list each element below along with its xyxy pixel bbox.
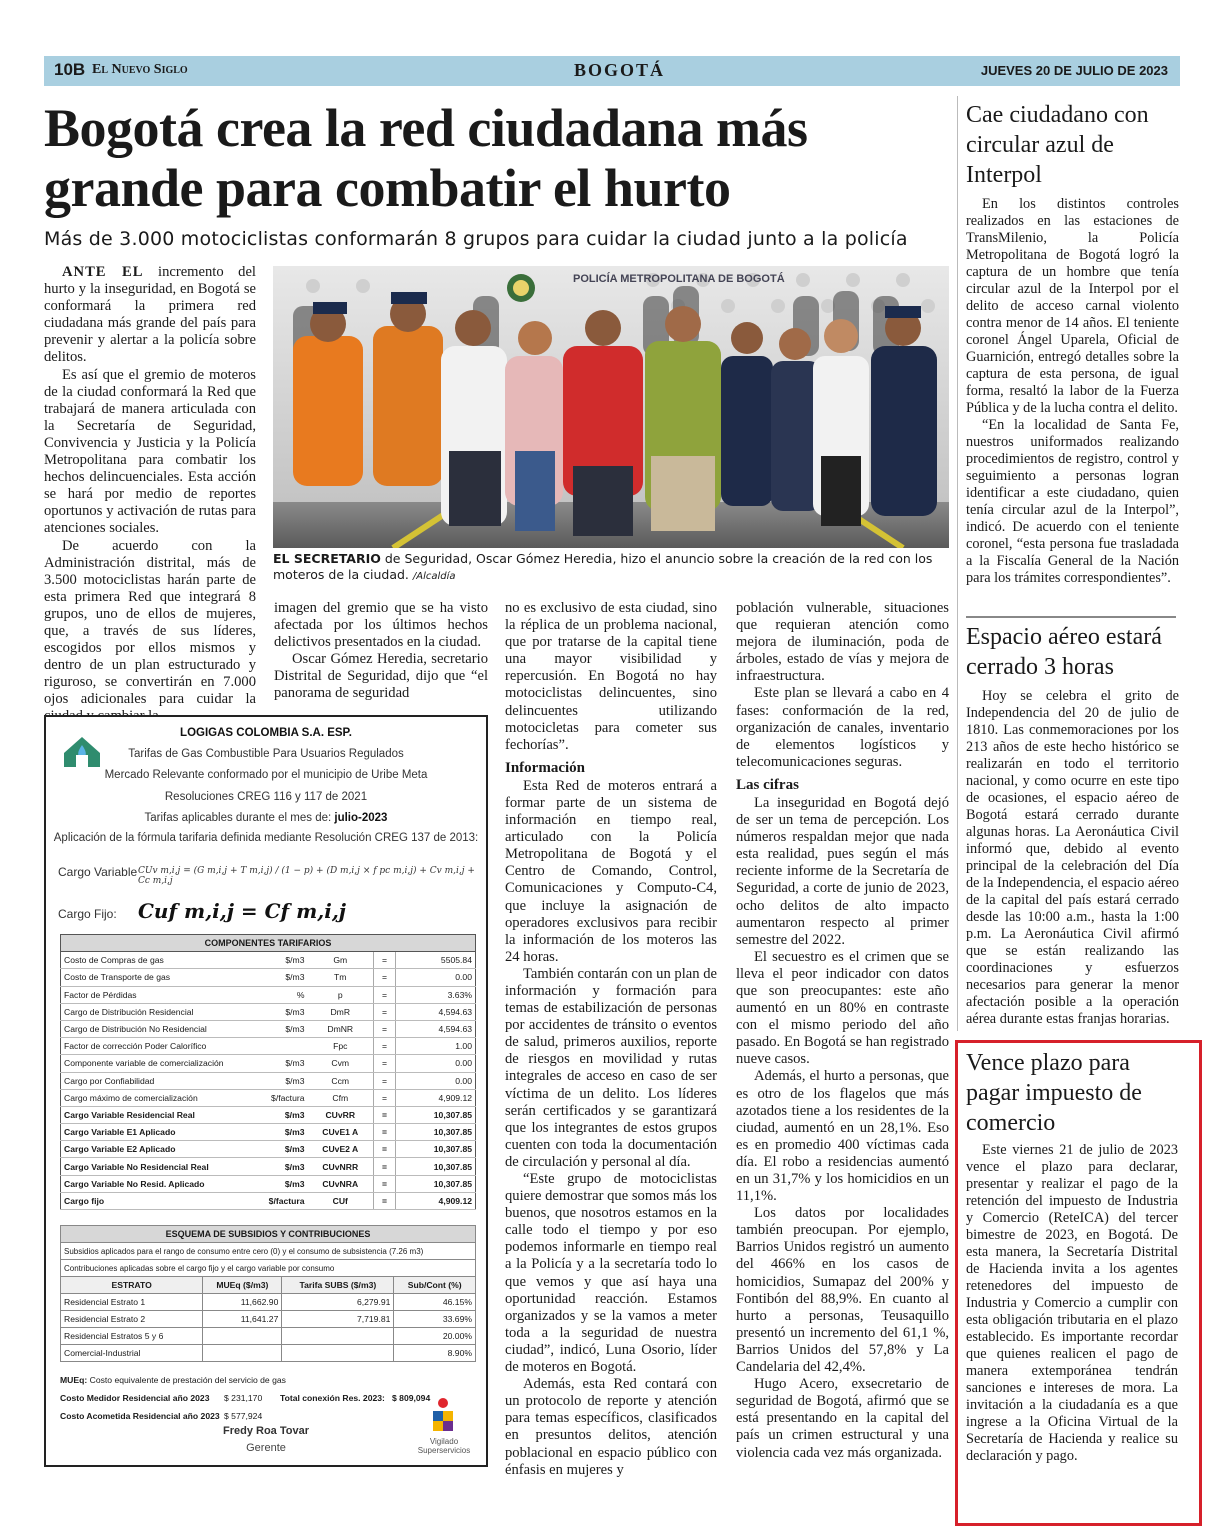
page-header-bar [44, 56, 1180, 86]
table-cell: Cargo de Distribución No Residencial [61, 1020, 252, 1037]
table-cell: % [252, 986, 308, 1003]
table-cell: Cargo Variable No Resid. Aplicado [61, 1175, 252, 1192]
table-note: Contribuciones aplicadas sobre el cargo fijo y el cargo variable por consumo [61, 1260, 476, 1277]
ad-line-5: Aplicación de la fórmula tarifaria definida mediante Resolución CREG 137 de 2013: [53, 832, 479, 844]
table-cell: = [374, 1192, 396, 1209]
sidebar-story-impuesto [966, 1142, 1178, 1465]
table-cell: = [374, 1020, 396, 1037]
table-cell: Cargo Variable No Residencial Real [61, 1158, 252, 1175]
table-cell: = [374, 1055, 396, 1072]
table-cell: $/m3 [252, 1175, 308, 1192]
table-title: ESQUEMA DE SUBSIDIOS Y CONTRIBUCIONES [61, 1226, 476, 1243]
article-column-4 [736, 600, 949, 1462]
table-cell [252, 1038, 308, 1055]
table-cell: 20.00% [394, 1328, 476, 1345]
table-cell: 10,307.85 [396, 1106, 476, 1123]
superservicios-seal-icon [430, 1397, 456, 1437]
table-cell: DmNR [308, 1020, 374, 1037]
table-cell: Cargo Variable Residencial Real [61, 1106, 252, 1123]
table-header-cell: Sub/Cont (%) [394, 1277, 476, 1294]
table-cell: p [308, 986, 374, 1003]
ad-company: LOGIGAS COLOMBIA S.A. ESP. [180, 727, 352, 739]
table-cell: DmR [308, 1003, 374, 1020]
table-cell: 7,719.81 [282, 1311, 394, 1328]
table-cell: Cargo máximo de comercialización [61, 1089, 252, 1106]
article-paragraph: También contarán con un plan de información y formación para temas de estabilización de personas por accidentes de tránsito o eventos de salud, primeros auxilios, reporte de riesgos en movilidad y rutas integrales de acceso en caso de ser víctima de un delito. Los líderes serán certificados y se garantizará que los integrantes de estos grupos cuenten con toda la documentación de circulación y personal al día. [505, 965, 717, 1170]
table-row [61, 1328, 476, 1345]
subheading-las-cifras: Las cifras [736, 776, 799, 793]
article-column-3 [505, 600, 717, 1479]
total-conexion-label: Total conexión Res. 2023: [280, 1393, 385, 1403]
article-paragraph: La inseguridad en Bogotá dejó de ser un tema de percepción. Los números respaldan mejor que nada esta realidad, pues según el más reciente informe de la Secretaría de Seguridad, a corte de junio de 2023, ocho delitos de alto impacto aumentaron respecto al primer semestre del 2022. [736, 794, 949, 948]
table-row [61, 952, 476, 969]
ad-line-2: Mercado Relevante conformado por el municipio de Uribe Meta [104, 769, 428, 781]
table-note: Subsidios aplicados para el rango de consumo entre cero (0) y el consumo de subsistencia (7.26 m3) [61, 1243, 476, 1260]
photo-sign-text: POLICÍA METROPOLITANA DE BOGOTÁ [573, 273, 785, 285]
sidebar-headline-interpol: Cae ciudadano con circular azul de Interpol [966, 102, 1149, 188]
table-cell: $/m3 [252, 1072, 308, 1089]
table-cell: Cvm [308, 1055, 374, 1072]
table-cell [203, 1328, 282, 1345]
table-cell: Costo de Compras de gas [61, 952, 252, 969]
article-paragraph: no es exclusivo de esta ciudad, sino la réplica de un problema nacional, que por tratarse de la capital tiene una mayor visibilidad y repercusión. En Bogotá no hay motociclistas delincuentes, sino delincuentes utilizando motocicletas para cometer sus fechorías”. [505, 600, 717, 753]
table-cell: Tm [308, 969, 374, 986]
table-row [61, 1003, 476, 1020]
article-paragraph: población vulnerable, situaciones que requieran atención como mejora de iluminación, poda de árboles, estado de vías y mejora de infraestructura. [736, 600, 949, 685]
table-cell: Cfm [308, 1089, 374, 1106]
table-cell: $/m3 [252, 952, 308, 969]
componentes-tarifarios-table [60, 934, 476, 1210]
gas-tariff-advertisement [44, 715, 488, 1467]
ad-line-4: Tarifas aplicables durante el mes de: julio-2023 [144, 812, 388, 824]
subheading-informacion: Información [505, 759, 585, 776]
sidebar-story-interpol [966, 196, 1179, 587]
article-paragraph: En los distintos controles realizados en las estaciones de TransMilenio, la Policía Metropolitana de Bogotá logró la captura de un hombre que tenía circular azul de la Interpol por el delito de acceso carnal violento contra menor de 14 años. El teniente coronel Ángel Uparela, Oficial de Guarnición, entregó detalles sobre la captura de esta persona, de igual forma, resaltó la labor de la Fuerza Pública y de la lucha contra el delito. [966, 196, 1179, 416]
cargo-fijo-formula: Cuf m,i,j = Cf m,i,j [138, 899, 347, 923]
signer-role: Gerente [246, 1442, 286, 1454]
table-cell: 11,641.27 [203, 1311, 282, 1328]
sidebar-headline-impuesto: Vence plazo para pagar impuesto de comercio [966, 1050, 1142, 1136]
table-cell: Residencial Estratos 5 y 6 [61, 1328, 203, 1345]
table-row [61, 1158, 476, 1175]
costo-acometida-label: Costo Acometida Residencial año 2023 [60, 1411, 220, 1421]
cargo-variable-formula: CUv m,i,j = (G m,i,j + T m,i,j) / (1 − p) + (D m,i,j × f pc m,i,j) + Cv m,i,j + Cc m,i,j [138, 866, 475, 886]
main-headline: Bogotá crea la red ciudadana más grande para combatir el hurto [44, 98, 808, 218]
table-cell: $/factura [252, 1089, 308, 1106]
table-cell: Gm [308, 952, 374, 969]
subsidios-table [60, 1225, 476, 1362]
table-cell: CUf [308, 1192, 374, 1209]
article-column-1 [44, 264, 256, 726]
table-cell: $/m3 [252, 1003, 308, 1020]
table-cell: = [374, 1003, 396, 1020]
article-paragraph: Hugo Acero, exsecretario de seguridad de Bogotá, afirmó que se está presentando en la capital del país un crimen estructural y una violencia cada vez más organizada. [736, 1376, 949, 1461]
table-cell [282, 1328, 394, 1345]
table-cell: 6,279.91 [282, 1294, 394, 1311]
total-conexion-value: $ 809,094 [392, 1393, 431, 1403]
table-cell: 11,662.90 [203, 1294, 282, 1311]
table-cell: = [374, 986, 396, 1003]
muq-footnote: MUEq: Costo equivalente de prestación del servicio de gas [60, 1375, 286, 1385]
table-row [61, 1055, 476, 1072]
main-subheadline: Más de 3.000 motociclistas conformarán 8 grupos para cuidar la ciudad junto a la policía [44, 228, 908, 250]
table-row [61, 1124, 476, 1141]
table-cell: Ccm [308, 1072, 374, 1089]
table-cell: 4,909.12 [396, 1089, 476, 1106]
costo-medidor-label: Costo Medidor Residencial año 2023 [60, 1393, 210, 1403]
table-cell: 4,594.63 [396, 1020, 476, 1037]
table-cell: Residencial Estrato 1 [61, 1294, 203, 1311]
table-cell: CUvNRA [308, 1175, 374, 1192]
article-paragraph: ANTE EL incremento del hurto y la inseguridad, en Bogotá se conformará la primera red ciudadana más grande del país para prevenir y alertar a la policía sobre delitos. [44, 264, 256, 366]
table-cell: Costo de Transporte de gas [61, 969, 252, 986]
table-row [61, 1038, 476, 1055]
table-cell: CUvRR [308, 1106, 374, 1123]
table-cell: Cargo Variable E2 Aplicado [61, 1141, 252, 1158]
table-row [61, 1141, 476, 1158]
table-cell: 0.00 [396, 969, 476, 986]
table-cell: 4,909.12 [396, 1192, 476, 1209]
table-cell: = [374, 1158, 396, 1175]
table-cell: Residencial Estrato 2 [61, 1311, 203, 1328]
sidebar-divider [957, 96, 958, 1031]
table-cell: = [374, 1038, 396, 1055]
article-paragraph: Este viernes 21 de julio de 2023 vence el plazo para declarar, presentar y realizar el pago de la retención del impuesto de Industria y Comercio (ReteICA) del tercer bimestre de 2023, en Bogotá. De esta manera, la Secretaría Distrital de Hacienda invita a los agentes retenedores del impuesto de Industria y Comercio a cumplir con esta obligación tributaria en el plazo establecido. Es importante recordar que quienes realicen el pago de manera extemporánea tendrán sanciones e intereses de mora. La invitación a la ciudadanía es a que ingrese a la Oficina Virtual de la Secretaría de Hacienda y realice su declaración y pago. [966, 1142, 1178, 1464]
table-cell: 33.69% [394, 1311, 476, 1328]
table-cell: Componente variable de comercialización [61, 1055, 252, 1072]
table-cell: Factor de Pérdidas [61, 986, 252, 1003]
table-cell: = [374, 969, 396, 986]
table-row [61, 1072, 476, 1089]
table-row [61, 1020, 476, 1037]
table-cell: = [374, 952, 396, 969]
costo-acometida-value: $ 577,924 [224, 1411, 263, 1421]
group-photo-illustration [273, 266, 949, 548]
table-cell: 10,307.85 [396, 1124, 476, 1141]
ad-line-3: Resoluciones CREG 116 y 117 de 2021 [164, 791, 368, 803]
table-cell: 0.00 [396, 1072, 476, 1089]
sidebar-separator [966, 616, 1176, 618]
table-cell: $/m3 [252, 1124, 308, 1141]
table-cell: Comercial-Industrial [61, 1345, 203, 1362]
table-row [61, 1089, 476, 1106]
table-cell: $/m3 [252, 1106, 308, 1123]
table-row [61, 1175, 476, 1192]
photo-caption: EL SECRETARIO de Seguridad, Oscar Gómez Heredia, hizo el anuncio sobre la creación de la red con los moteros de la ciudad. /Alcaldía [273, 551, 933, 582]
table-cell: = [374, 1141, 396, 1158]
table-cell: = [374, 1072, 396, 1089]
news-photo [273, 266, 949, 548]
superservicios-seal-text: Vigilado Superservicios [417, 1437, 471, 1455]
article-paragraph: Es así que el gremio de moteros de la ciudad conformará la Red que trabajará de manera articulada con la Secretaría de Seguridad, Convivencia y Justicia y la Policía Metropolitana para combatir los hechos delincuenciales. Esta acción se hará por medio de reportes oportunos y activación de rutas para atenciones sociales. [44, 366, 256, 537]
newspaper-name: El Nuevo Siglo [92, 62, 188, 77]
table-cell: 10,307.85 [396, 1141, 476, 1158]
costo-medidor-value: $ 231,170 [224, 1393, 263, 1403]
table-header-cell: Tarifa SUBS ($/m3) [282, 1277, 394, 1294]
lead-in: ANTE EL [62, 264, 144, 280]
article-paragraph: “Este grupo de motociclistas quiere demostrar que somos más los buenos, que nosotros estamos en la calle todo el tiempo y por eso podemos informarle en tiempo real a la Policía y a la secretaría todo lo que vemos y que así haya una oportunidad reacción. Estamos organizados y se la vamos a meter toda a la seguridad de nuestra ciudad”, indicó, Luna Osorio, líder de moteros en Bogotá. [505, 1171, 717, 1376]
table-cell: Cargo de Distribución Residencial [61, 1003, 252, 1020]
table-row [61, 986, 476, 1003]
article-paragraph: Este plan se llevará a cabo en 4 fases: conformación de la red, organización de canales, inventario de elementos logísticos y telecomunicaciones seguras. [736, 685, 949, 770]
article-paragraph: Además, el hurto a personas, que es otro de los flagelos que más azotados tiene a los residentes de la ciudad, aumentó en un 28,1%. Eso es en promedio 400 víctimas cada día. El robo a residencias aumentó en un 31,7% y los homicidios en un 11,1%. [736, 1068, 949, 1205]
table-cell: CUvE1 A [308, 1124, 374, 1141]
table-cell: 3.63% [396, 986, 476, 1003]
page-number: 10B [54, 60, 86, 79]
table-row [61, 1192, 476, 1209]
table-cell: = [374, 1089, 396, 1106]
table-cell [282, 1345, 394, 1362]
table-cell: Fpc [308, 1038, 374, 1055]
article-column-2 [274, 600, 488, 703]
table-row [61, 1106, 476, 1123]
article-paragraph: “En la localidad de Santa Fe, nuestros uniformados realizando procedimientos de registro, control y seguimiento a personas logran identificar a este ciudadano, quien tenía circular azul de la Interpol”, indicó. De acuerdo con el teniente coronel, “esta persona fue trasladada a la Fiscalía General de la Nación para los trámites correspondientes”. [966, 417, 1179, 586]
article-paragraph: Además, esta Red contará con un protocolo de reporte y atención para temas específicos, clasificados en presuntos delitos, atención poblacional en espacio público con énfasis en mujeres y [505, 1376, 717, 1478]
table-row [61, 1294, 476, 1311]
table-cell: CUvE2 A [308, 1141, 374, 1158]
ad-line-1: Tarifas de Gas Combustible Para Usuarios Regulados [128, 748, 404, 760]
article-paragraph: Oscar Gómez Heredia, secretario Distrital de Seguridad, dijo que “el panorama de seguridad [274, 651, 488, 702]
table-cell: Cargo Variable E1 Aplicado [61, 1124, 252, 1141]
table-row [61, 1345, 476, 1362]
signer-name: Fredy Roa Tovar [223, 1425, 309, 1437]
table-cell: $/m3 [252, 1141, 308, 1158]
table-row [61, 969, 476, 986]
cargo-fijo-label: Cargo Fijo: [58, 907, 117, 921]
issue-date: JUEVES 20 DE JULIO DE 2023 [980, 63, 1168, 78]
table-cell: 10,307.85 [396, 1158, 476, 1175]
table-cell: = [374, 1124, 396, 1141]
table-cell: $/m3 [252, 1020, 308, 1037]
table-cell: 5505.84 [396, 952, 476, 969]
table-cell: $/factura [252, 1192, 308, 1209]
table-cell: 1.00 [396, 1038, 476, 1055]
table-cell: = [374, 1175, 396, 1192]
caption-credit: /Alcaldía [412, 571, 456, 582]
article-paragraph: De acuerdo con la Administración distrital, más de 3.500 motociclistas harán parte de esta primera Red que integrará 8 grupos, uno de ellos de mujeres, que, a través de sus líderes, escogidos por ellos mismos y dentro de un plan estructurado y riguroso, se convertirán en 7.000 ojos adicionales para cuidar la [44, 537, 256, 708]
sidebar-story-espacio-aereo [966, 688, 1179, 1028]
table-cell: $/m3 [252, 969, 308, 986]
caption-lead: EL SECRETARIO [273, 551, 381, 566]
article-paragraph: Hoy se celebra el grito de Independencia del 20 de julio de 1810. Las conmemoraciones por los 213 años de este hecho histórico se realizarán en todo el territorio nacional, y como ocurre en este tipo de ocasiones, el espacio aéreo de Bogotá estará cerrado durante algunas horas. La Aeronáutica Civil informó que, debido al evento principal de la celebración del Día de la Independencia, el espacio aéreo de la capital del país estará cerrado desde las 10:00 a.m., hasta la 1:00 p.m. La Aeronáutica Civil afirmó que se están realizando las coordinaciones y esfuerzos necesarios para generar la menor afectación posible a la operación aérea durante estas franjas horarias. [966, 688, 1179, 1027]
article-paragraph: El secuestro es el crimen que se lleva el peor indicador con datos que son preocupantes: este año aumentó en un 80% en contraste con el mismo periodo del año pasado. En Bogotá se han registrado nueve casos. [736, 948, 949, 1068]
table-cell [203, 1345, 282, 1362]
article-paragraph: Esta Red de moteros entrará a formar parte de un sistema de información en tiempo real, articulado con la Policía Metropolitana de Bogotá y el Centro de Comando, Control, Comunicaciones y Computo-C4, que incluye la asignación de operadores exclusivos para recibir la información de los moteros las 24 horas. [505, 777, 717, 965]
table-cell: 4,594.63 [396, 1003, 476, 1020]
article-paragraph: Los datos por localidades también preocupan. Por ejemplo, Barrios Unidos registró un aumento del 466% en los casos de homicidios, Sumapaz del 200% y Fontibón del 88,9%. En cuanto al hurto a personas, Teusaquillo presentó un incremento del 61,1 %, Barrios Unidos del 57,8% y La Candelaria del 42,4%. [736, 1205, 949, 1376]
table-cell: = [374, 1106, 396, 1123]
table-cell: 8.90% [394, 1345, 476, 1362]
table-title: COMPONENTES TARIFARIOS [61, 935, 476, 952]
section-name: BOGOTÁ [574, 60, 666, 80]
table-header-cell: MUEq ($/m3) [203, 1277, 282, 1294]
article-paragraph: imagen del gremio que se ha visto afectada por los últimos hechos delictivos presentados en la ciudad. [274, 600, 488, 651]
table-row [61, 1311, 476, 1328]
table-header-row [61, 1277, 476, 1294]
table-cell: $/m3 [252, 1055, 308, 1072]
table-cell: 0.00 [396, 1055, 476, 1072]
cargo-variable-label: Cargo Variable [58, 865, 138, 879]
table-cell: CUvNRR [308, 1158, 374, 1175]
sidebar-headline-espacio-aereo: Espacio aéreo estará cerrado 3 horas [966, 624, 1162, 680]
table-cell: Cargo por Confiabilidad [61, 1072, 252, 1089]
table-cell: 10,307.85 [396, 1175, 476, 1192]
table-cell: $/m3 [252, 1158, 308, 1175]
table-header-cell: ESTRATO [61, 1277, 203, 1294]
table-cell: 46.15% [394, 1294, 476, 1311]
table-cell: Factor de corrección Poder Calorífico [61, 1038, 252, 1055]
table-cell: Cargo fijo [61, 1192, 252, 1209]
